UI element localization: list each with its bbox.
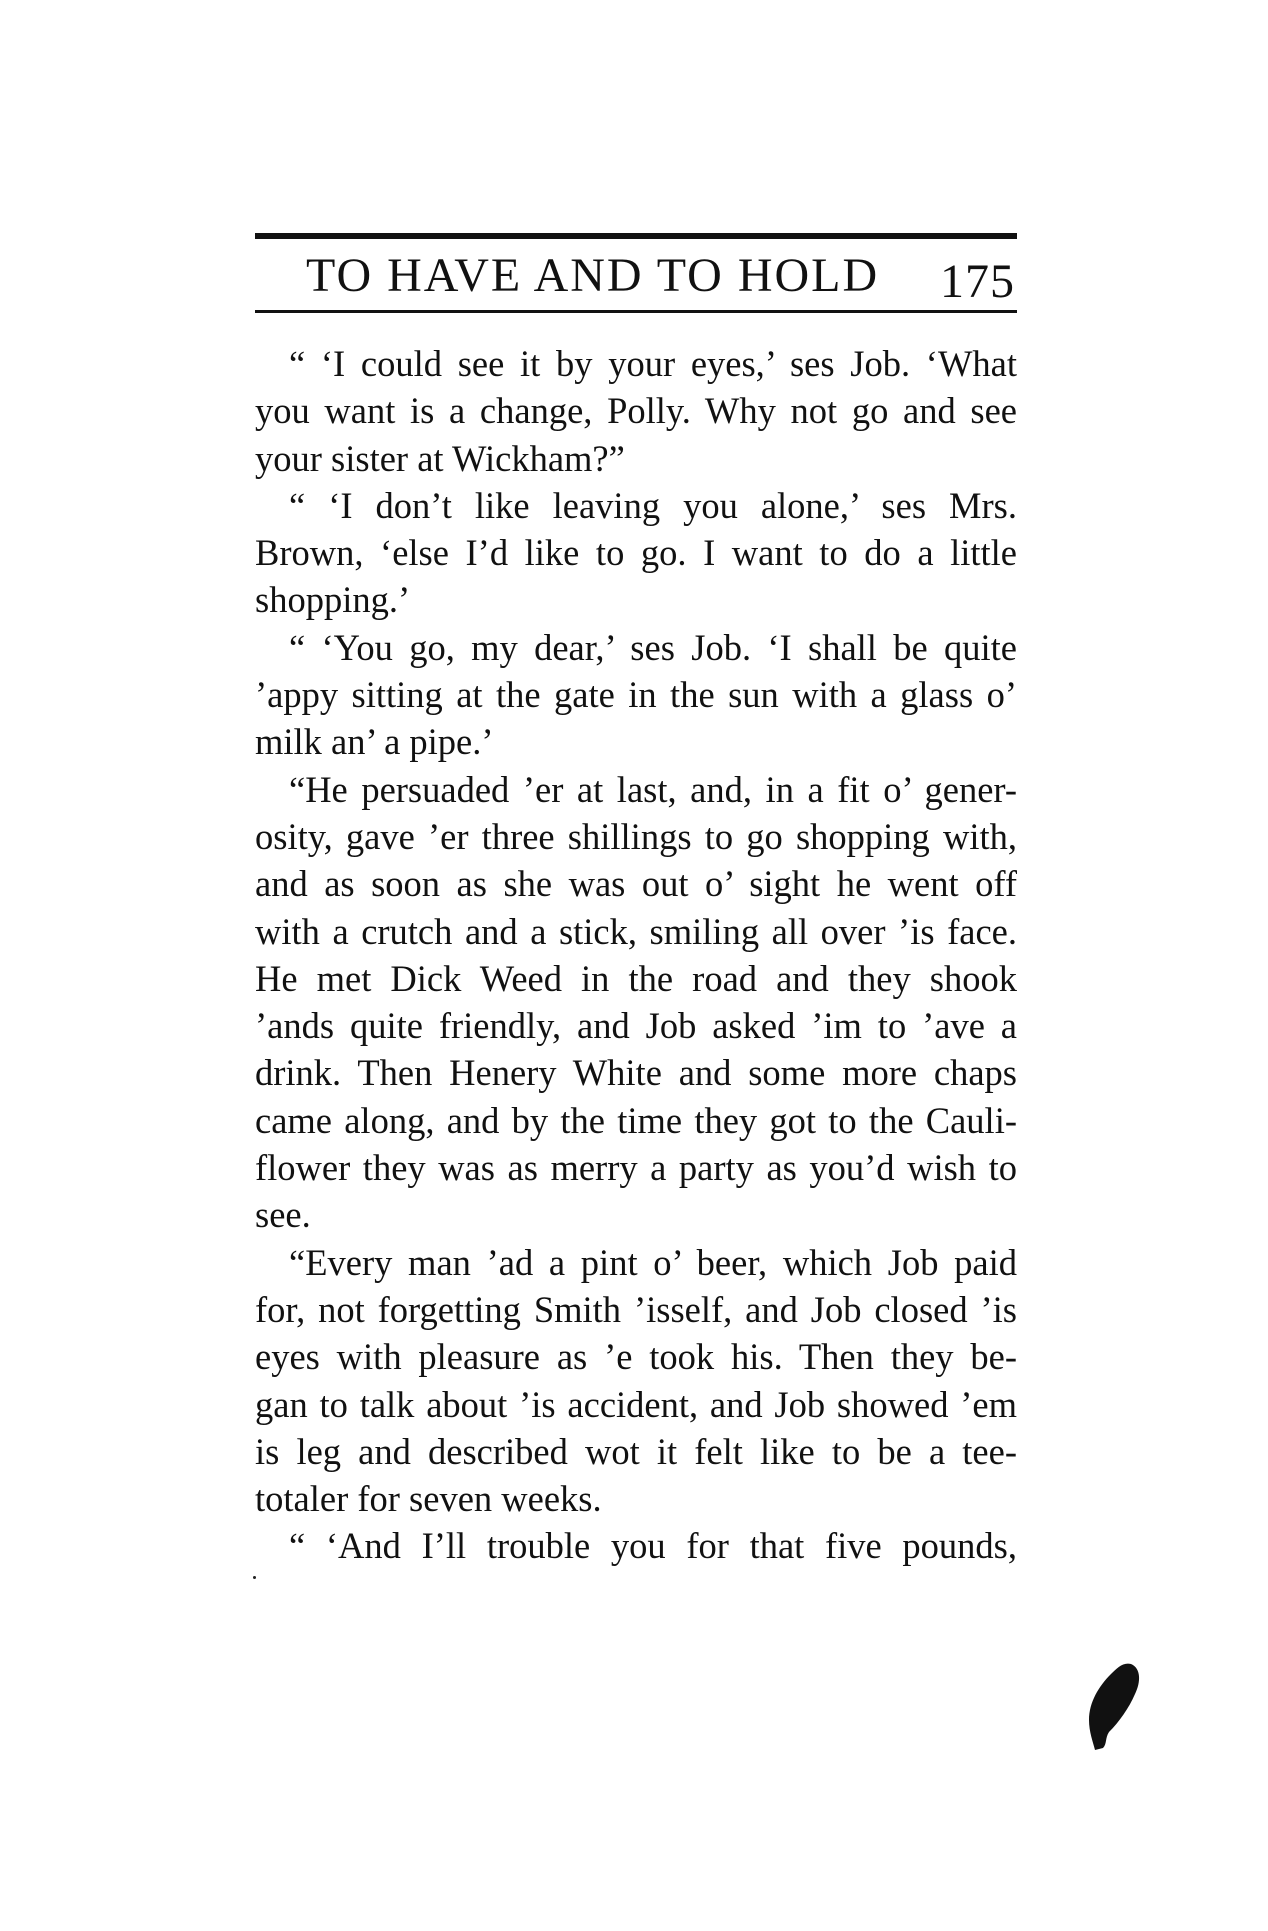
stray-ink-dot — [253, 1576, 256, 1579]
text-line: “ ‘And I’ll trouble you for that five pounds, — [289, 1525, 1017, 1567]
text-line: “ ‘You go, my dear,’ ses Job. ‘I shall be quite — [289, 626, 1017, 668]
header-rule-top — [255, 233, 1017, 239]
text-line: came along, and by the time they got to the Cauli- — [255, 1099, 1017, 1141]
text-line: totaler for seven weeks. — [255, 1478, 602, 1520]
text-line: shopping.’ — [255, 579, 411, 621]
header-rule-bottom — [255, 310, 1017, 313]
text-line: He met Dick Weed in the road and they shook — [255, 957, 1017, 999]
text-line: “ ‘I don’t like leaving you alone,’ ses Mrs. — [289, 484, 1017, 526]
text-line: ’appy sitting at the gate in the sun with a glass o’ — [255, 674, 1017, 716]
text-line: “He persuaded ’er at last, and, in a fit o’ gener- — [289, 768, 1017, 810]
running-header — [255, 240, 1017, 310]
text-line: milk an’ a pipe.’ — [255, 721, 494, 763]
running-title: TO HAVE AND TO HOLD — [306, 249, 880, 302]
text-line: eyes with pleasure as ’e took his. Then they be- — [255, 1336, 1017, 1378]
text-line: ’ands quite friendly, and Job asked ’im to ’ave a — [255, 1005, 1017, 1047]
page-number: 175 — [940, 255, 1015, 308]
text-line: flower they was as merry a party as you’d wish to — [255, 1147, 1017, 1189]
text-line: you want is a change, Polly. Why not go and see — [255, 390, 1017, 432]
text-line: is leg and described wot it felt like to be a tee- — [255, 1430, 1017, 1472]
text-line: Brown, ‘else I’d like to go. I want to do a little — [255, 532, 1017, 574]
text-line: see. — [255, 1194, 311, 1236]
ink-blot-icon — [1083, 1660, 1143, 1750]
text-line: drink. Then Henery White and some more chaps — [255, 1052, 1017, 1094]
text-line: your sister at Wickham?” — [255, 437, 625, 479]
body-text — [255, 340, 1017, 1570]
text-line: for, not forgetting Smith ’isself, and Job closed ’is — [255, 1288, 1017, 1330]
text-line: osity, gave ’er three shillings to go shopping with, — [255, 815, 1017, 857]
text-line: “Every man ’ad a pint o’ beer, which Job paid — [289, 1241, 1017, 1283]
text-line: “ ‘I could see it by your eyes,’ ses Job. ‘What — [289, 343, 1017, 384]
text-line: gan to talk about ’is accident, and Job showed ’em — [255, 1383, 1017, 1425]
text-line: with a crutch and a stick, smiling all over ’is face. — [255, 910, 1017, 952]
text-line: and as soon as she was out o’ sight he went off — [255, 863, 1017, 905]
